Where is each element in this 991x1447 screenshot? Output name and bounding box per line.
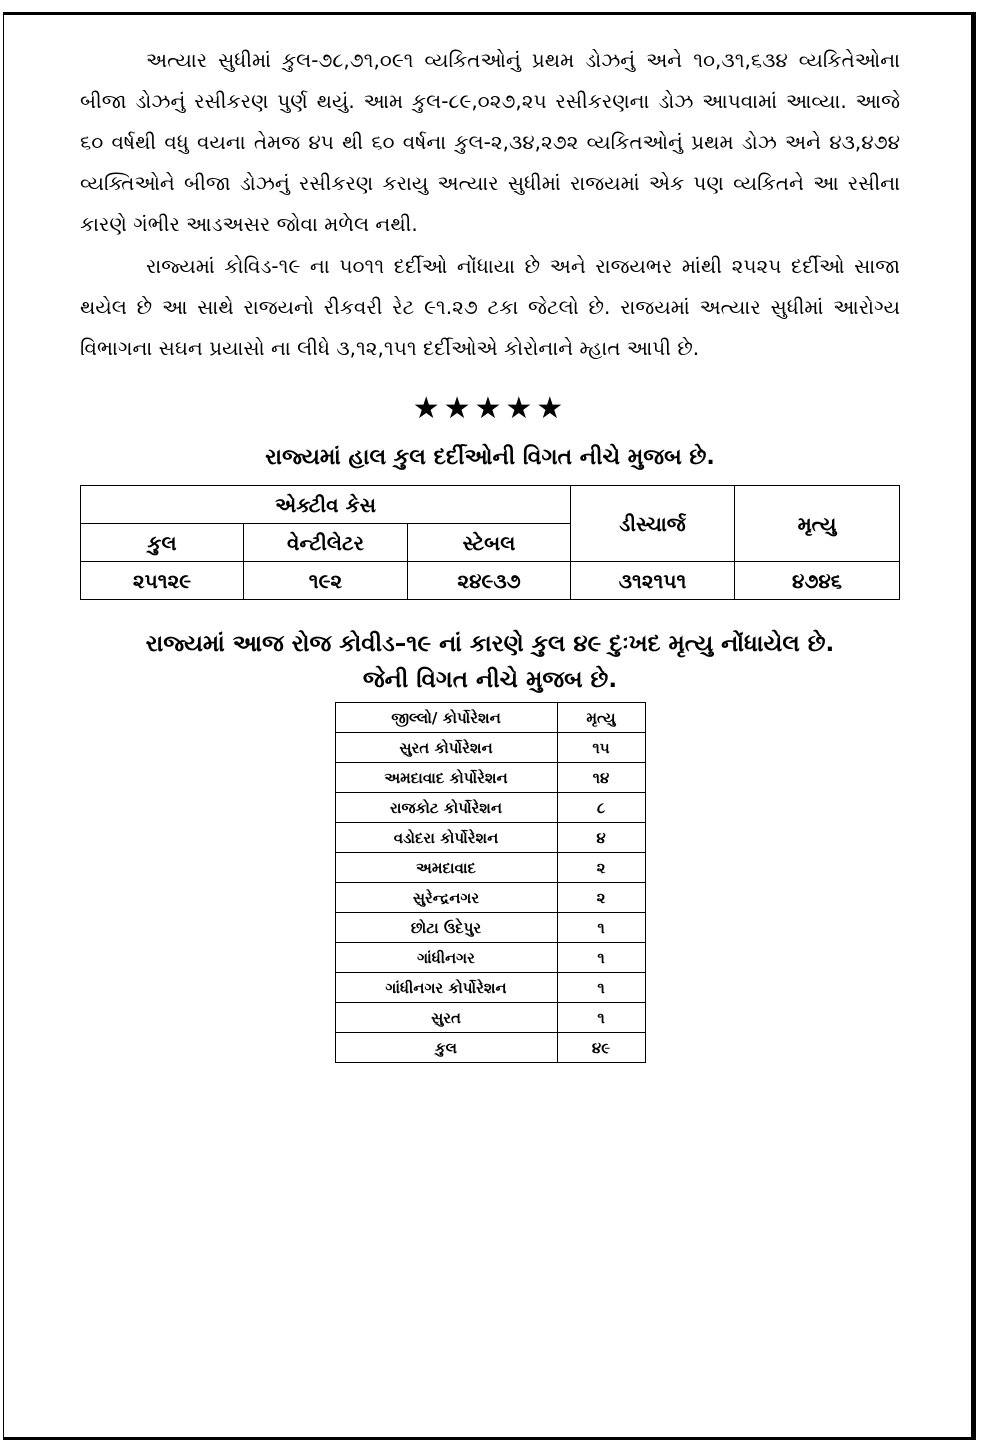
table-row: [335, 823, 645, 853]
deaths-heading-line2: જેની વિગત નીચે મુજબ છે.: [362, 667, 618, 693]
ventilator-subheader: વેન્ટીલેટર: [244, 524, 408, 562]
stable-value: ૨૪૯૩૭: [408, 562, 571, 600]
summary-table: [80, 485, 900, 600]
table-row: [335, 973, 645, 1003]
district-name: રાજકોટ કોર્પોરેશન: [335, 793, 557, 823]
district-deaths: ૨: [557, 853, 645, 883]
district-deaths: ૧: [557, 973, 645, 1003]
district-deaths: ૪: [557, 823, 645, 853]
vaccination-paragraph: અત્યાર સુધીમાં કુલ-૭૮,૭૧,૦૯૧ વ્યકિતઓનું પ્રથમ ડોઝનું અને ૧૦,૩૧,૬૩૪ વ્યકિતેઓના બીજા ડોઝનું રસીકરણ પુર્ણ થયું. આમ કુલ-૮૯,૦૨૭,૨૫ રસીકરણના ડોઝ આપવામાં આવ્યા. આજે ૬૦ વર્ષથી વધુ વયના તેમજ ૪૫ થી ૬૦ વર્ષના કુલ-૨,૩૪,૨૭૨ વ્યકિતઓનું પ્રથમ ડોઝ અને ૪૩,૪૭૪ વ્યક્તિઓને બીજા ડોઝનું રસીકરણ કરાયુ અત્યાર સુધીમાં રાજયમાં એક પણ વ્યકિતને આ રસીના કારણે ગંભીર આડઅસર જોવા મળેલ નથી.: [80, 48, 900, 236]
district-name: અમદાવાદ કોર્પોરેશન: [335, 763, 557, 793]
district-column-header: જીલ્લો/ કોર્પોરેશન: [335, 703, 557, 733]
district-deaths: ૮: [557, 793, 645, 823]
ventilator-value: ૧૯૨: [244, 562, 408, 600]
death-header: મૃત્યુ: [735, 486, 900, 562]
district-deaths: ૧૫: [557, 733, 645, 763]
deaths-column-header: મૃત્યુ: [557, 703, 645, 733]
active-cases-header: એક્ટીવ કેસ: [81, 486, 571, 524]
table-row: [335, 853, 645, 883]
district-name: સુરેન્દ્રનગર: [335, 883, 557, 913]
total-label: કુલ: [335, 1033, 557, 1063]
total-deaths: ૪૯: [557, 1033, 645, 1063]
deaths-heading-line1: રાજ્યમાં આજ રોજ કોવીડ–૧૯ નાં કારણે કુલ ૪૯ દુઃખદ મૃત્યુ નોંધાયેલ છે.: [145, 631, 835, 657]
district-deaths: ૧: [557, 913, 645, 943]
district-deaths: ૧: [557, 1003, 645, 1033]
table-row: [335, 733, 645, 763]
total-subheader: કુલ: [81, 524, 244, 562]
table-row: [335, 793, 645, 823]
district-name: ગાંધીનગર: [335, 943, 557, 973]
table-row: [335, 883, 645, 913]
stable-subheader: સ્ટેબલ: [408, 524, 571, 562]
table-row: [335, 763, 645, 793]
discharged-value: ૩૧૨૧૫૧: [571, 562, 735, 600]
document-content: [80, 40, 900, 1063]
district-name: ગાંધીનગર કોર્પોરેશન: [335, 973, 557, 1003]
district-name: છોટા ઉદેપુર: [335, 913, 557, 943]
deaths-value: ૪૭૪૬: [735, 562, 900, 600]
covid-cases-paragraph: રાજ્યમાં કોવિડ-૧૯ ના ૫૦૧૧ દર્દીઓ નોંધાયા છે અને રાજયભર માંથી ૨૫૨૫ દર્દીઓ સાજા થયેલ છે આ સાથે રાજયનો રીકવરી રેટ ૯૧.૨૭ ટકા જેટલો છે. રાજયમાં અત્યાર સુધીમાં આરોગ્ય વિભાગના સઘન પ્રયાસો ના લીધે ૩,૧૨,૧૫૧ દર્દીઓએ કોરોનાને મ્હાત આપી છે.: [80, 254, 900, 360]
district-deaths: ૨: [557, 883, 645, 913]
district-deaths: ૧: [557, 943, 645, 973]
district-deaths: ૧૪: [557, 763, 645, 793]
star-separator: ★★★★★: [412, 391, 568, 426]
district-name: વડોદરા કોર્પોરેશન: [335, 823, 557, 853]
district-name: સુરત: [335, 1003, 557, 1033]
table-row: [335, 943, 645, 973]
deaths-heading: [80, 626, 900, 698]
district-deaths-table: [335, 702, 646, 1063]
table-row: [335, 1003, 645, 1033]
total-row: [335, 1033, 645, 1063]
district-name: અમદાવાદ: [335, 853, 557, 883]
district-name: સુરત કોર્પોરેશન: [335, 733, 557, 763]
summary-heading: રાજ્યમાં હાલ કુલ દર્દીઓની વિગત નીચે મુજબ છે.: [265, 445, 715, 470]
total-active-value: ૨૫૧૨૯: [81, 562, 244, 600]
table-row: [335, 913, 645, 943]
discharge-header: ડીસ્ચાર્જ: [571, 486, 735, 562]
